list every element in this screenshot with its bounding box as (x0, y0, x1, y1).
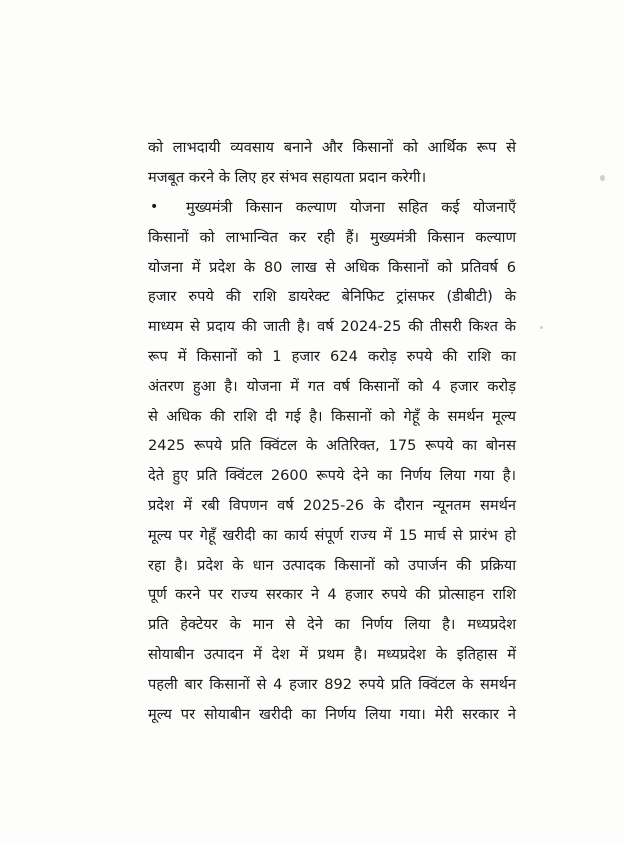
text-line: योजना में प्रदेश के 80 लाख से अधिक किसानों को प्रतिवर्ष 6 (148, 258, 516, 276)
text-line: मजबूत करने के लिए हर संभव सहायता प्रदान करेगी। (148, 168, 427, 186)
text-line: सोयाबीन उत्पादन में देश में प्रथम है। मध्यप्रदेश के इतिहास में (148, 645, 516, 663)
bullet-paragraph (148, 193, 516, 729)
bullet-point: • (150, 199, 159, 215)
text-line: रहा है। प्रदेश के धान उत्पादक किसानों को उपार्जन की प्रक्रिया (148, 556, 516, 574)
text-line: अंतरण हुआ है। योजना में गत वर्ष किसानों को 4 हजार करोड़ (148, 377, 516, 395)
text-line: प्रदेश में रबी विपणन वर्ष 2025-26 के दौरान न्यूनतम समर्थन (148, 496, 516, 514)
text-line: माध्यम से प्रदाय की जाती है। वर्ष 2024-25 की तीसरी किश्त के (148, 318, 516, 336)
text-line: हजार रुपये की राशि डायरेक्ट बेनिफिट ट्रांसफर (डीबीटी) के (148, 288, 516, 306)
text-line: पहली बार किसानों से 4 हजार 892 रुपये प्रति क्विंटल के समर्थन (148, 675, 516, 693)
text-line: रूप में किसानों को 1 हजार 624 करोड़ रुपये की राशि का (148, 347, 516, 365)
text-line: देते हुए प्रति क्विंटल 2600 रूपये देने का निर्णय लिया गया है। (148, 467, 516, 485)
text-line: मूल्य पर गेहूँ खरीदी का कार्य संपूर्ण राज्य में 15 मार्च से प्रारंभ हो (148, 526, 516, 544)
continued-paragraph (148, 133, 516, 193)
scan-smudge (540, 326, 543, 329)
text-line: से अधिक की राशि दी गई है। किसानों को गेहूँ के समर्थन मूल्य (148, 407, 516, 425)
text-line: किसानों को लाभान्वित कर रही हैं। मुख्यमंत्री किसान कल्याण (148, 228, 516, 246)
text-line: मुख्यमंत्री किसान कल्याण योजना सहित कई योजनाएँ (186, 199, 516, 216)
text-line: मूल्य पर सोयाबीन खरीदी का निर्णय लिया गया। मेरी सरकार ने (148, 705, 516, 723)
scan-smudge (600, 175, 605, 181)
text-line: प्रति हेक्टेयर के मान से देने का निर्णय लिया है। मध्यप्रदेश (148, 616, 516, 634)
text-line: पूर्ण करने पर राज्य सरकार ने 4 हजार रुपये की प्रोत्साहन राशि (148, 586, 516, 604)
text-line: को लाभदायी व्यवसाय बनाने और किसानों को आर्थिक रूप से (148, 139, 516, 156)
text-line: 2425 रूपये प्रति क्विंटल के अतिरिक्त, 175 रूपये का बोनस (148, 437, 516, 455)
